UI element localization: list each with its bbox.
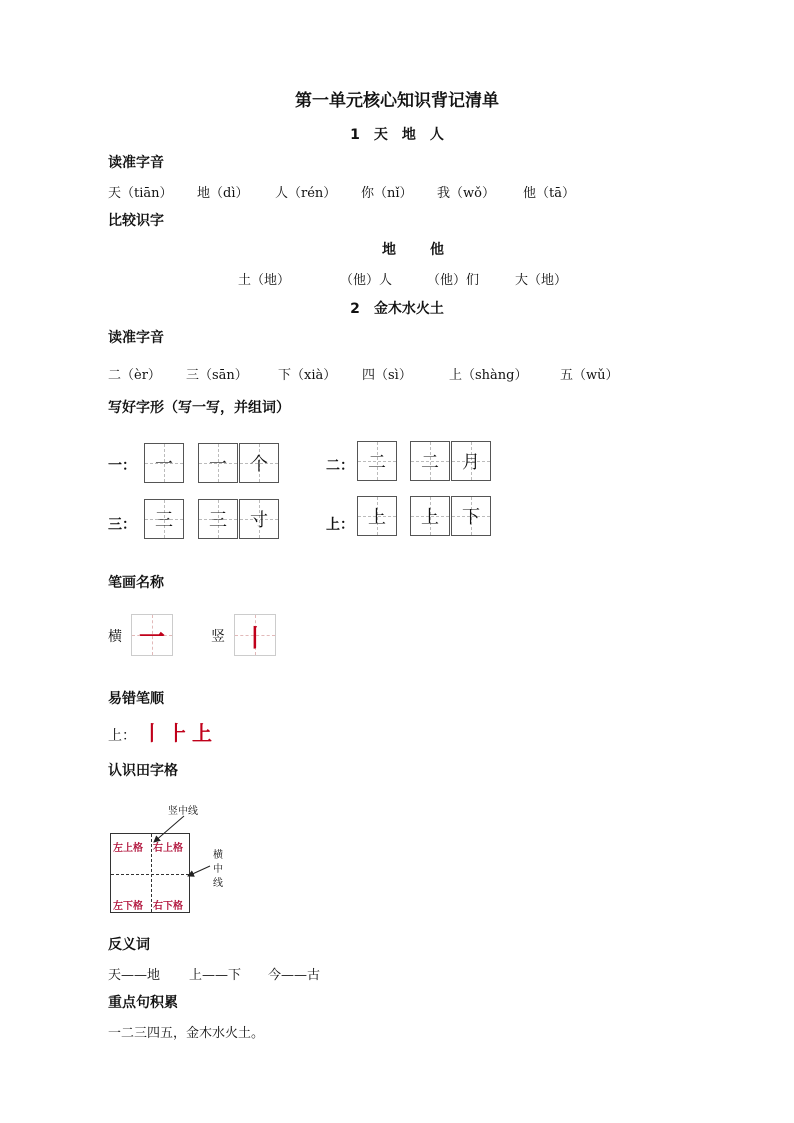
- pinyin-item: 三（sān）: [186, 368, 248, 383]
- tianzige-cell: 月: [451, 441, 491, 481]
- stroke-name: 竖: [211, 629, 225, 645]
- cell-label: 右上格: [153, 843, 183, 854]
- tianzige-cell: 个: [239, 443, 279, 483]
- compare-word: （他）人: [340, 273, 393, 288]
- pinyin-item: 下（xià）: [278, 368, 337, 383]
- antonym-heading: 反义词: [108, 937, 150, 953]
- tianzige-cell: 下: [451, 496, 491, 536]
- write-label: 上：: [326, 517, 354, 533]
- write-label: 二：: [326, 458, 354, 474]
- tianzige-cell: 上: [410, 496, 450, 536]
- cell-label: 左上格: [113, 843, 143, 854]
- horizontal-arrow: [188, 866, 210, 876]
- write-label: 三：: [108, 517, 136, 533]
- lesson-2-title: 2 金木水火土: [350, 301, 444, 317]
- compare-words-row: [238, 269, 567, 288]
- lesson-1-read-heading: 读准字音: [108, 155, 164, 171]
- compare-word: 大（地）: [515, 273, 568, 288]
- tianzige-cell: 三: [144, 499, 184, 539]
- order-step: 上: [192, 721, 212, 745]
- shu-stroke: 丨: [243, 622, 267, 652]
- tianzige-cell: 二: [410, 441, 450, 481]
- pinyin-item: 我（wǒ）: [437, 186, 495, 201]
- lesson-2-read-heading: 读准字音: [108, 330, 164, 346]
- vertical-arrow: [154, 816, 184, 842]
- antonym-pair: 天——地: [108, 968, 161, 983]
- heng-stroke: 一: [138, 622, 165, 653]
- cell-label: 左下格: [113, 901, 143, 912]
- order-step: ⺊: [168, 721, 188, 745]
- horizontal-line-label: 横 中 线: [213, 850, 223, 889]
- tianzige-cell: 三: [198, 499, 238, 539]
- pinyin-item: 二（èr）: [108, 368, 161, 383]
- lesson-1-pinyin-row: [108, 182, 575, 201]
- antonym-pair: 今——古: [268, 968, 321, 983]
- compare-word: （他）们: [427, 273, 480, 288]
- lesson-2-pinyin-row: [108, 364, 619, 383]
- strokes-heading: 笔画名称: [108, 575, 164, 591]
- stroke-name: 横: [108, 629, 122, 645]
- order-label: 上：: [108, 728, 136, 744]
- antonym-pair: 上——下: [189, 968, 242, 983]
- lesson-1-compare-heading: 比较识字: [108, 213, 164, 229]
- stroke-order: [142, 717, 212, 746]
- stroke-box: [131, 614, 173, 656]
- compare-word: 土（地）: [238, 273, 291, 288]
- tzg-heading: 认识田字格: [108, 763, 178, 779]
- pinyin-item: 他（tā）: [523, 186, 575, 201]
- pinyin-item: 地（dì）: [197, 186, 249, 201]
- compare-char: 他: [430, 242, 444, 258]
- order-step: 丨: [142, 721, 162, 745]
- stroke-box: [234, 614, 276, 656]
- pinyin-item: 你（nǐ）: [361, 186, 413, 201]
- vertical-line-label: 竖中线: [168, 806, 198, 817]
- lesson-1-title: 1 天 地 人: [350, 127, 444, 143]
- tianzige-cell: 二: [357, 441, 397, 481]
- tianzige-cell: 上: [357, 496, 397, 536]
- write-label: 一：: [108, 458, 136, 474]
- tianzige-cell: 一: [144, 443, 184, 483]
- lesson-2-write-heading: 写好字形（写一写，并组词）: [108, 400, 290, 416]
- sentence-heading: 重点句积累: [108, 995, 178, 1011]
- pinyin-item: 上（shàng）: [449, 368, 528, 383]
- order-heading: 易错笔顺: [108, 691, 164, 707]
- pinyin-item: 五（wǔ）: [560, 368, 619, 383]
- antonym-row: [108, 964, 320, 983]
- page-title: 第一单元核心知识背记清单: [295, 91, 499, 111]
- key-sentence: 一二三四五，金木水火土。: [108, 1026, 265, 1041]
- compare-char: 地: [382, 242, 396, 258]
- tianzige-cell: 寸: [239, 499, 279, 539]
- cell-label: 右下格: [153, 901, 183, 912]
- tianzige-cell: 一: [198, 443, 238, 483]
- pinyin-item: 人（rén）: [275, 186, 337, 201]
- pinyin-item: 天（tiān）: [108, 186, 173, 201]
- pinyin-item: 四（sì）: [362, 368, 412, 383]
